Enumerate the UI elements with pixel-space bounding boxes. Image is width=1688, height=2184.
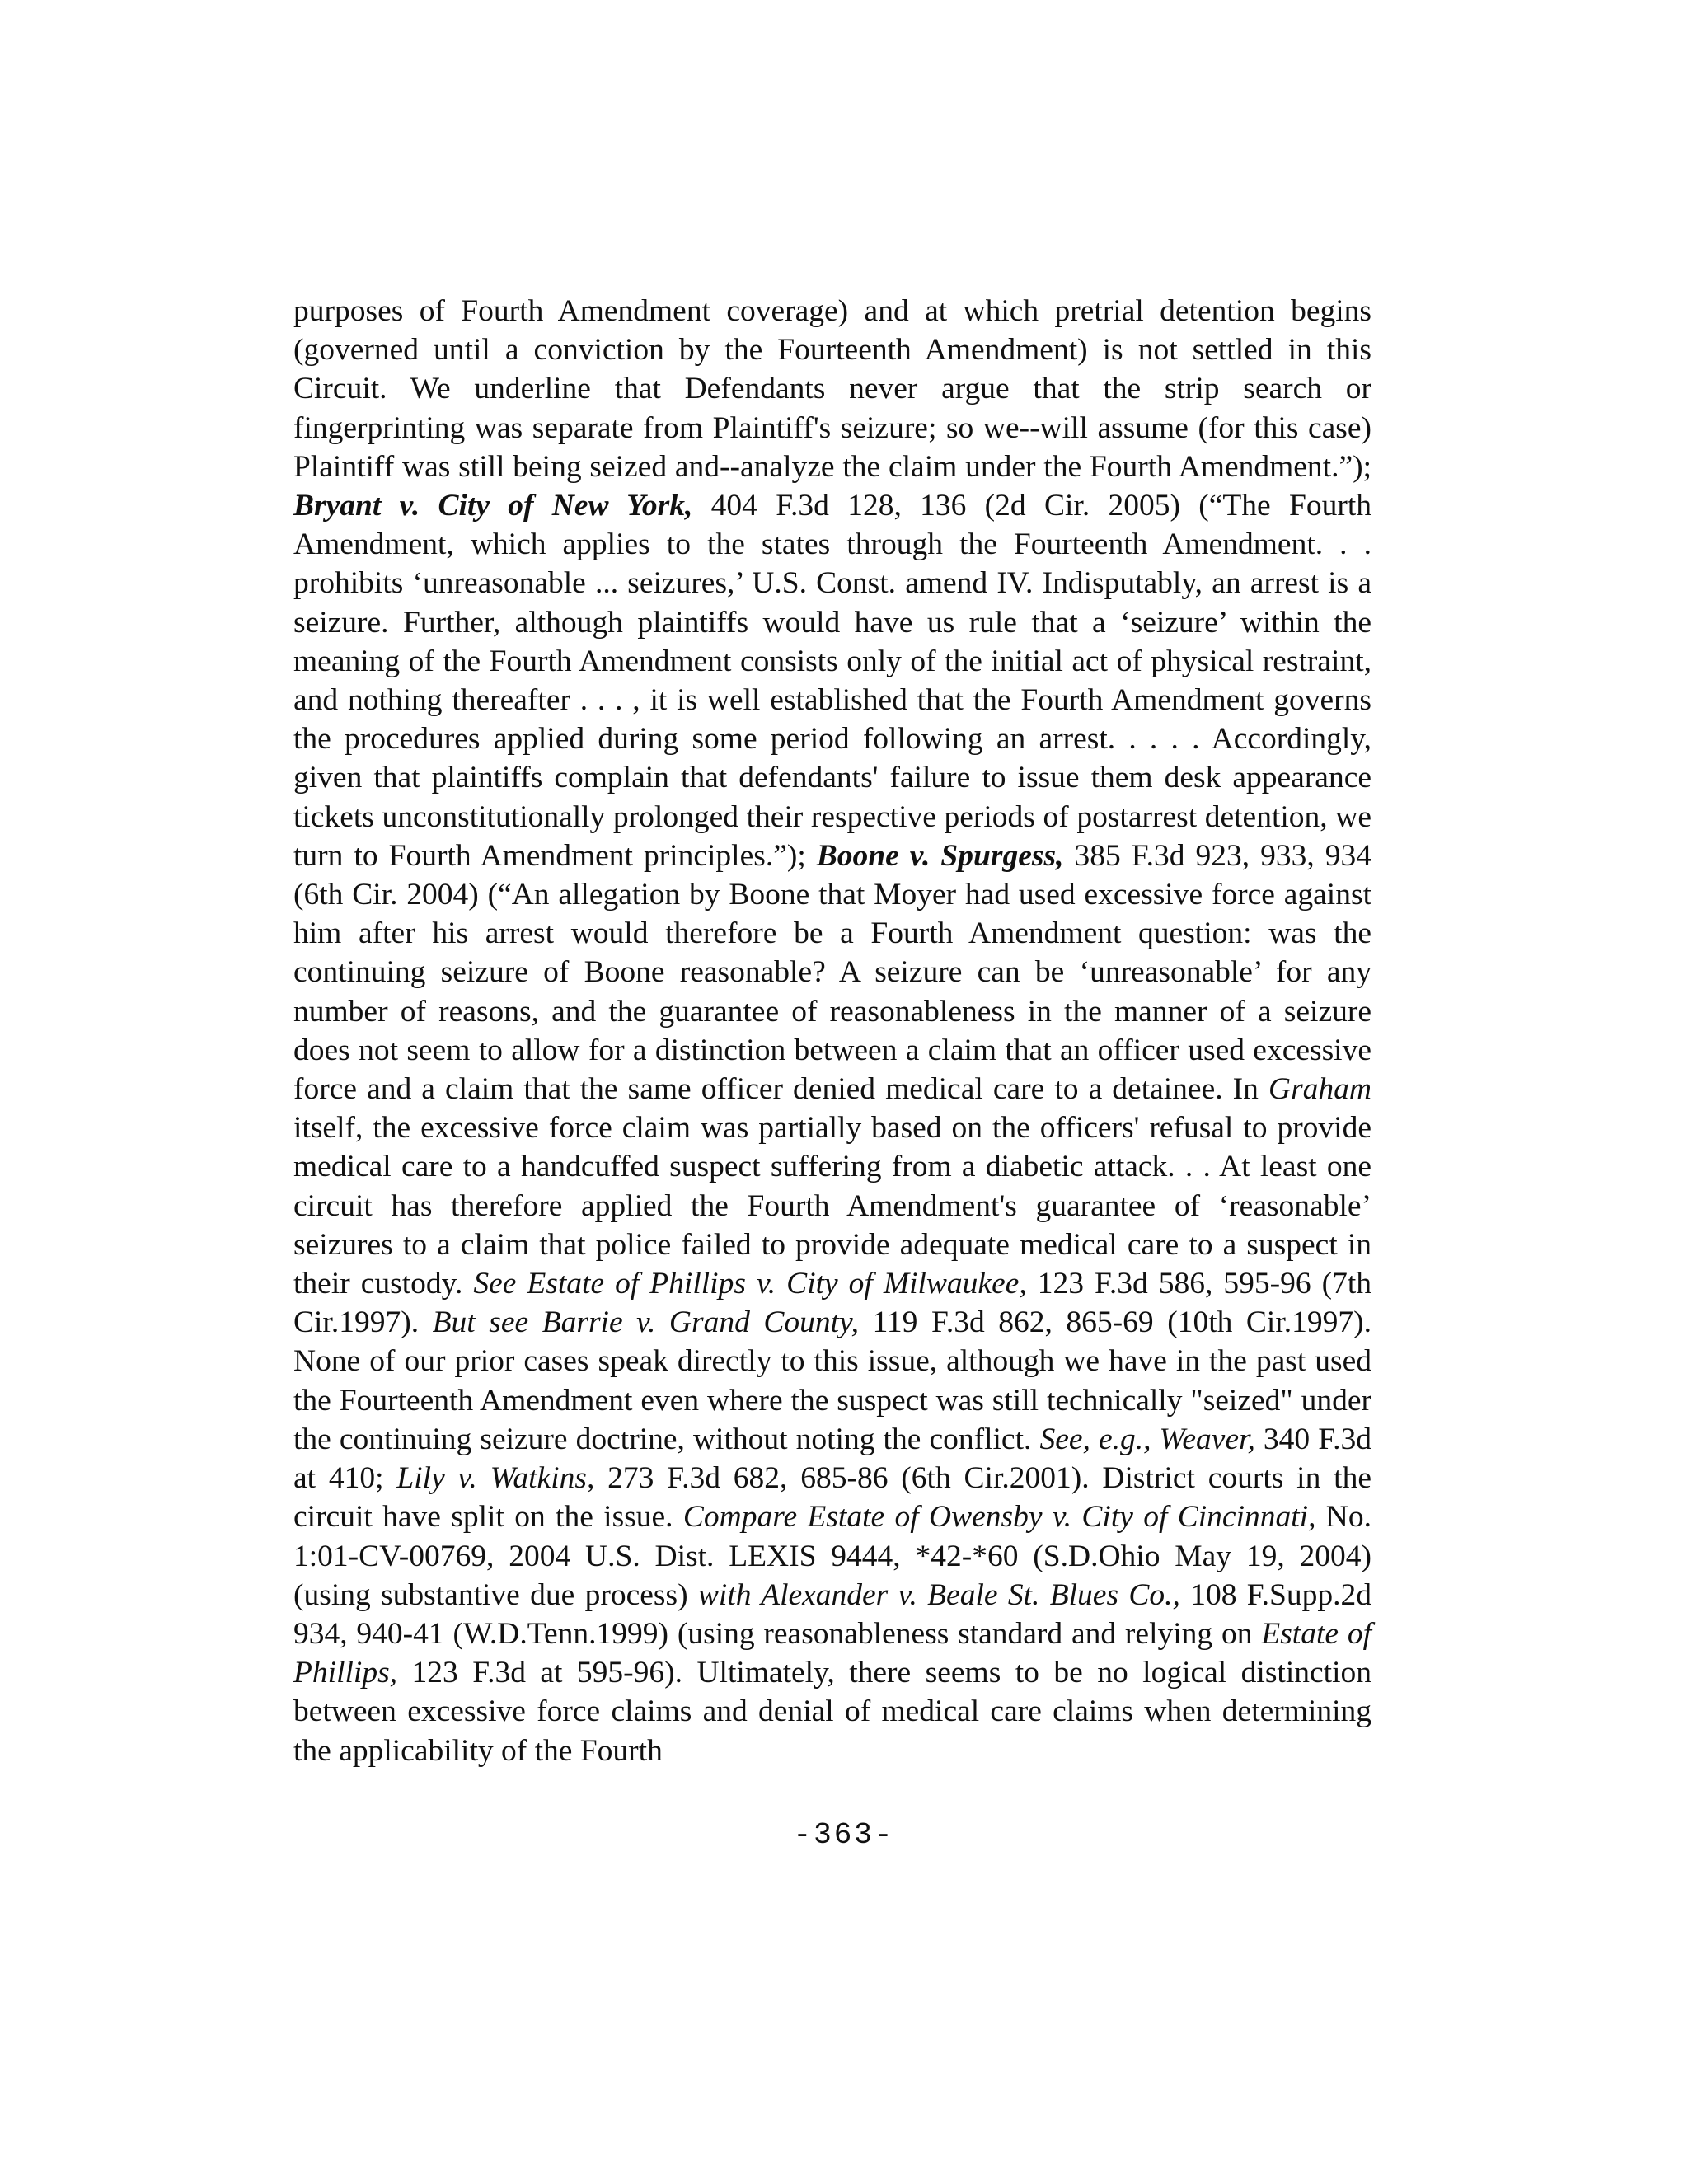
body-text [293,292,1372,1770]
case-reference: See Estate of Phillips v. City of Milwaukee, [473,1267,1027,1301]
case-reference: with Alexander v. Beale St. Blues Co., [697,1577,1180,1612]
case-reference: Compare Estate of Owensby v. City of Cincinnati, [682,1500,1316,1535]
text-run: itself, the excessive force claim was partially based on the officers' refusal to provide medical care to a handcuffed suspect suffering from a diabetic attack. . . At least one circuit has therefore applied the Fourth Amendment's guarantee of ‘reasonable’ seizures to a claim that police failed to provide adequate medical care to a suspect in their custody. [293,1111,1372,1301]
text-run: 385 F.3d 923, 933, 934 (6th Cir. 2004) (“An allegation by Boone that Moyer had used excessive force against him after his arrest would therefore be a Fourth Amendment question: was the continuing seizure of Boone reasonable? A seizure can be ‘unreasonable’ for any number of reasons, and the guarantee of reasonableness in the manner of a seizure does not seem to allow for a distinction between a claim that an officer used excessive force and a claim that the same officer denied medical care to a detainee. In [293,838,1372,1107]
case-name: Boone v. Spurgess, [816,838,1064,873]
page-number: -363- [793,1818,895,1852]
footnote-paragraph [293,292,1372,1770]
text-run: No. 1:01-CV-00769, 2004 U.S. Dist. LEXIS 9444, *42-*60 (S.D.Ohio May 19, 2004) (using substantive due process) [293,1500,1372,1612]
case-reference: Graham [1268,1072,1372,1107]
case-reference: Estate of Phillips, [293,1616,1372,1690]
case-reference: But see Barrie v. Grand County, [432,1305,860,1340]
text-run: 108 F.Supp.2d 934, 940-41 (W.D.Tenn.1999) (using reasonableness standard and relying on [293,1577,1372,1651]
case-reference: Lily v. Watkins, [396,1461,595,1496]
text-run: 123 F.3d at 595-96). Ultimately, there seems to be no logical distinction between excessive force claims and denial of medical care claims when determining the applicability of the Fourth [293,1656,1372,1768]
text-run: 404 F.3d 128, 136 (2d Cir. 2005) (“The Fourth Amendment, which applies to the states through the Fourteenth Amendment. . . prohibits ‘unreasonable ... seizures,’ U.S. Const. amend IV. Indisputably, an arrest is a seizure. Further, although plaintiffs would have us rule that a ‘seizure’ within the meaning of the Fourth Amendment consists only of the initial act of physical restraint, and nothing thereafter . . . , it is well established that the Fourth Amendment governs the procedures applied during some period following an arrest. . . . . Accordingly, given that plaintiffs complain that defendants' failure to issue them desk appearance tickets unconstitutionally prolonged their respective periods of postarrest detention, we turn to Fourth Amendment principles.”); [293,489,1372,873]
text-run: 340 F.3d at 410; [293,1422,1372,1496]
case-name: Bryant v. City of New York, [293,489,693,523]
case-reference: See, e.g., Weaver, [1039,1422,1255,1456]
text-run: 123 F.3d 586, 595-96 (7th Cir.1997). [293,1267,1372,1340]
text-run: 119 F.3d 862, 865-69 (10th Cir.1997). None of our prior cases speak directly to this issue, although we have in the past used the Fourteenth Amendment even where the suspect was still technically "seized" under the continuing seizure doctrine, without noting the conflict. [293,1305,1372,1456]
text-run: 273 F.3d 682, 685-86 (6th Cir.2001). District courts in the circuit have split on the issue. [293,1461,1372,1535]
text-run: purposes of Fourth Amendment coverage) and at which pretrial detention begins (governed until a conviction by the Fourteenth Amendment) is not settled in this Circuit. We underline that Defendants never argue that the strip search or fingerprinting was separate from Plaintiff's seizure; so we--will assume (for this case) Plaintiff was still being seized and--analyze the claim under the Fourth Amendment.”); [293,294,1372,484]
